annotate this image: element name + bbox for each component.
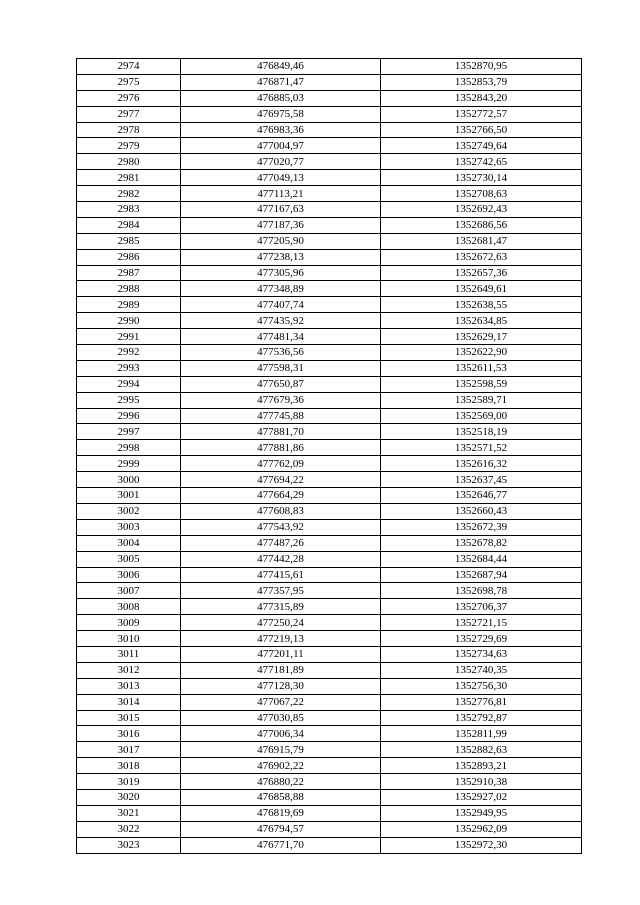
x-coordinate-cell: 477481,34 — [181, 329, 381, 345]
x-coordinate-cell: 477762,09 — [181, 456, 381, 472]
x-coordinate-cell: 477305,96 — [181, 265, 381, 281]
y-coordinate-cell: 1352598,59 — [381, 376, 582, 392]
table-row — [77, 297, 582, 313]
x-coordinate-cell: 477650,87 — [181, 376, 381, 392]
point-number-cell: 3010 — [77, 631, 181, 647]
x-coordinate-cell: 477694,22 — [181, 472, 381, 488]
y-coordinate-cell: 1352734,63 — [381, 646, 582, 662]
y-coordinate-cell: 1352687,94 — [381, 567, 582, 583]
x-coordinate-cell: 476983,36 — [181, 122, 381, 138]
point-number-cell: 3016 — [77, 726, 181, 742]
point-number-cell: 3008 — [77, 599, 181, 615]
x-coordinate-cell: 477442,28 — [181, 551, 381, 567]
table-row — [77, 392, 582, 408]
table-row — [77, 710, 582, 726]
x-coordinate-cell: 476794,57 — [181, 821, 381, 837]
table-row — [77, 74, 582, 90]
y-coordinate-cell: 1352569,00 — [381, 408, 582, 424]
table-row — [77, 154, 582, 170]
point-number-cell: 2975 — [77, 74, 181, 90]
point-number-cell: 2994 — [77, 376, 181, 392]
y-coordinate-cell: 1352853,79 — [381, 74, 582, 90]
table-row — [77, 106, 582, 122]
point-number-cell: 2995 — [77, 392, 181, 408]
point-number-cell: 2985 — [77, 233, 181, 249]
point-number-cell: 3003 — [77, 519, 181, 535]
y-coordinate-cell: 1352657,36 — [381, 265, 582, 281]
table-row — [77, 424, 582, 440]
point-number-cell: 3014 — [77, 694, 181, 710]
y-coordinate-cell: 1352740,35 — [381, 662, 582, 678]
x-coordinate-cell: 476885,03 — [181, 90, 381, 106]
table-row — [77, 694, 582, 710]
point-number-cell: 2998 — [77, 440, 181, 456]
table-row — [77, 122, 582, 138]
y-coordinate-cell: 1352634,85 — [381, 313, 582, 329]
table-row — [77, 821, 582, 837]
x-coordinate-cell: 477543,92 — [181, 519, 381, 535]
table-row — [77, 774, 582, 790]
table-row — [77, 599, 582, 615]
table-row — [77, 233, 582, 249]
point-number-cell: 2989 — [77, 297, 181, 313]
point-number-cell: 3021 — [77, 805, 181, 821]
table-row — [77, 567, 582, 583]
x-coordinate-cell: 476849,46 — [181, 59, 381, 75]
y-coordinate-cell: 1352870,95 — [381, 59, 582, 75]
y-coordinate-cell: 1352660,43 — [381, 503, 582, 519]
y-coordinate-cell: 1352927,02 — [381, 789, 582, 805]
y-coordinate-cell: 1352646,77 — [381, 488, 582, 504]
table-row — [77, 456, 582, 472]
x-coordinate-cell: 477315,89 — [181, 599, 381, 615]
y-coordinate-cell: 1352962,09 — [381, 821, 582, 837]
x-coordinate-cell: 477357,95 — [181, 583, 381, 599]
y-coordinate-cell: 1352678,82 — [381, 535, 582, 551]
point-number-cell: 2990 — [77, 313, 181, 329]
point-number-cell: 3002 — [77, 503, 181, 519]
point-number-cell: 2980 — [77, 154, 181, 170]
point-number-cell: 3022 — [77, 821, 181, 837]
x-coordinate-cell: 477219,13 — [181, 631, 381, 647]
point-number-cell: 3007 — [77, 583, 181, 599]
y-coordinate-cell: 1352672,39 — [381, 519, 582, 535]
table-row — [77, 805, 582, 821]
table-row — [77, 726, 582, 742]
point-number-cell: 2981 — [77, 170, 181, 186]
y-coordinate-cell: 1352571,52 — [381, 440, 582, 456]
x-coordinate-cell: 477181,89 — [181, 662, 381, 678]
table-row — [77, 281, 582, 297]
point-number-cell: 3015 — [77, 710, 181, 726]
y-coordinate-cell: 1352692,43 — [381, 202, 582, 218]
table-row — [77, 503, 582, 519]
point-number-cell: 3004 — [77, 535, 181, 551]
point-number-cell: 2991 — [77, 329, 181, 345]
table-row — [77, 519, 582, 535]
y-coordinate-cell: 1352729,69 — [381, 631, 582, 647]
table-row — [77, 217, 582, 233]
point-number-cell: 2974 — [77, 59, 181, 75]
table-row — [77, 551, 582, 567]
coordinates-table — [76, 58, 582, 854]
y-coordinate-cell: 1352949,95 — [381, 805, 582, 821]
y-coordinate-cell: 1352792,87 — [381, 710, 582, 726]
y-coordinate-cell: 1352721,15 — [381, 615, 582, 631]
y-coordinate-cell: 1352672,63 — [381, 249, 582, 265]
point-number-cell: 2992 — [77, 345, 181, 361]
x-coordinate-cell: 477608,83 — [181, 503, 381, 519]
y-coordinate-cell: 1352843,20 — [381, 90, 582, 106]
x-coordinate-cell: 477407,74 — [181, 297, 381, 313]
table-row — [77, 583, 582, 599]
y-coordinate-cell: 1352616,32 — [381, 456, 582, 472]
point-number-cell: 2977 — [77, 106, 181, 122]
x-coordinate-cell: 477664,29 — [181, 488, 381, 504]
coordinates-table-body — [77, 59, 582, 854]
point-number-cell: 3019 — [77, 774, 181, 790]
y-coordinate-cell: 1352622,90 — [381, 345, 582, 361]
point-number-cell: 3009 — [77, 615, 181, 631]
x-coordinate-cell: 477348,89 — [181, 281, 381, 297]
point-number-cell: 2978 — [77, 122, 181, 138]
table-row — [77, 376, 582, 392]
table-row — [77, 59, 582, 75]
table-row — [77, 329, 582, 345]
table-row — [77, 662, 582, 678]
y-coordinate-cell: 1352698,78 — [381, 583, 582, 599]
y-coordinate-cell: 1352708,63 — [381, 186, 582, 202]
y-coordinate-cell: 1352681,47 — [381, 233, 582, 249]
y-coordinate-cell: 1352686,56 — [381, 217, 582, 233]
table-row — [77, 615, 582, 631]
y-coordinate-cell: 1352766,50 — [381, 122, 582, 138]
point-number-cell: 2993 — [77, 360, 181, 376]
point-number-cell: 2997 — [77, 424, 181, 440]
point-number-cell: 3011 — [77, 646, 181, 662]
x-coordinate-cell: 477250,24 — [181, 615, 381, 631]
table-row — [77, 742, 582, 758]
table-row — [77, 758, 582, 774]
x-coordinate-cell: 477679,36 — [181, 392, 381, 408]
x-coordinate-cell: 476871,47 — [181, 74, 381, 90]
point-number-cell: 2996 — [77, 408, 181, 424]
x-coordinate-cell: 477128,30 — [181, 678, 381, 694]
table-row — [77, 440, 582, 456]
y-coordinate-cell: 1352637,45 — [381, 472, 582, 488]
x-coordinate-cell: 477187,36 — [181, 217, 381, 233]
table-row — [77, 789, 582, 805]
y-coordinate-cell: 1352749,64 — [381, 138, 582, 154]
y-coordinate-cell: 1352629,17 — [381, 329, 582, 345]
y-coordinate-cell: 1352742,65 — [381, 154, 582, 170]
table-row — [77, 472, 582, 488]
x-coordinate-cell: 477006,34 — [181, 726, 381, 742]
x-coordinate-cell: 477167,63 — [181, 202, 381, 218]
x-coordinate-cell: 477113,21 — [181, 186, 381, 202]
point-number-cell: 2979 — [77, 138, 181, 154]
point-number-cell: 2982 — [77, 186, 181, 202]
y-coordinate-cell: 1352972,30 — [381, 837, 582, 853]
point-number-cell: 3018 — [77, 758, 181, 774]
y-coordinate-cell: 1352649,61 — [381, 281, 582, 297]
point-number-cell: 2987 — [77, 265, 181, 281]
x-coordinate-cell: 477881,70 — [181, 424, 381, 440]
x-coordinate-cell: 477881,86 — [181, 440, 381, 456]
x-coordinate-cell: 477020,77 — [181, 154, 381, 170]
table-row — [77, 837, 582, 853]
table-row — [77, 631, 582, 647]
y-coordinate-cell: 1352589,71 — [381, 392, 582, 408]
y-coordinate-cell: 1352756,30 — [381, 678, 582, 694]
point-number-cell: 2984 — [77, 217, 181, 233]
point-number-cell: 3020 — [77, 789, 181, 805]
table-row — [77, 170, 582, 186]
x-coordinate-cell: 477598,31 — [181, 360, 381, 376]
y-coordinate-cell: 1352518,19 — [381, 424, 582, 440]
x-coordinate-cell: 477238,13 — [181, 249, 381, 265]
table-row — [77, 488, 582, 504]
table-row — [77, 249, 582, 265]
x-coordinate-cell: 477201,11 — [181, 646, 381, 662]
table-row — [77, 313, 582, 329]
table-row — [77, 138, 582, 154]
table-row — [77, 408, 582, 424]
x-coordinate-cell: 476880,22 — [181, 774, 381, 790]
point-number-cell: 3012 — [77, 662, 181, 678]
table-row — [77, 360, 582, 376]
point-number-cell: 2999 — [77, 456, 181, 472]
x-coordinate-cell: 476902,22 — [181, 758, 381, 774]
table-row — [77, 186, 582, 202]
table-row — [77, 678, 582, 694]
y-coordinate-cell: 1352882,63 — [381, 742, 582, 758]
x-coordinate-cell: 477004,97 — [181, 138, 381, 154]
point-number-cell: 3013 — [77, 678, 181, 694]
y-coordinate-cell: 1352893,21 — [381, 758, 582, 774]
y-coordinate-cell: 1352730,14 — [381, 170, 582, 186]
table-row — [77, 345, 582, 361]
x-coordinate-cell: 477435,92 — [181, 313, 381, 329]
point-number-cell: 3005 — [77, 551, 181, 567]
x-coordinate-cell: 476858,88 — [181, 789, 381, 805]
table-row — [77, 265, 582, 281]
x-coordinate-cell: 476819,69 — [181, 805, 381, 821]
table-row — [77, 535, 582, 551]
x-coordinate-cell: 476915,79 — [181, 742, 381, 758]
point-number-cell: 3000 — [77, 472, 181, 488]
point-number-cell: 3023 — [77, 837, 181, 853]
x-coordinate-cell: 477049,13 — [181, 170, 381, 186]
x-coordinate-cell: 477536,56 — [181, 345, 381, 361]
x-coordinate-cell: 476771,70 — [181, 837, 381, 853]
point-number-cell: 2983 — [77, 202, 181, 218]
y-coordinate-cell: 1352638,55 — [381, 297, 582, 313]
point-number-cell: 2988 — [77, 281, 181, 297]
y-coordinate-cell: 1352684,44 — [381, 551, 582, 567]
x-coordinate-cell: 477067,22 — [181, 694, 381, 710]
point-number-cell: 3006 — [77, 567, 181, 583]
y-coordinate-cell: 1352776,81 — [381, 694, 582, 710]
x-coordinate-cell: 477030,85 — [181, 710, 381, 726]
y-coordinate-cell: 1352811,99 — [381, 726, 582, 742]
x-coordinate-cell: 477745,88 — [181, 408, 381, 424]
x-coordinate-cell: 477487,26 — [181, 535, 381, 551]
table-row — [77, 202, 582, 218]
point-number-cell: 2986 — [77, 249, 181, 265]
y-coordinate-cell: 1352772,57 — [381, 106, 582, 122]
point-number-cell: 2976 — [77, 90, 181, 106]
x-coordinate-cell: 477205,90 — [181, 233, 381, 249]
y-coordinate-cell: 1352611,53 — [381, 360, 582, 376]
point-number-cell: 3001 — [77, 488, 181, 504]
x-coordinate-cell: 476975,58 — [181, 106, 381, 122]
table-row — [77, 90, 582, 106]
point-number-cell: 3017 — [77, 742, 181, 758]
x-coordinate-cell: 477415,61 — [181, 567, 381, 583]
y-coordinate-cell: 1352706,37 — [381, 599, 582, 615]
y-coordinate-cell: 1352910,38 — [381, 774, 582, 790]
table-row — [77, 646, 582, 662]
